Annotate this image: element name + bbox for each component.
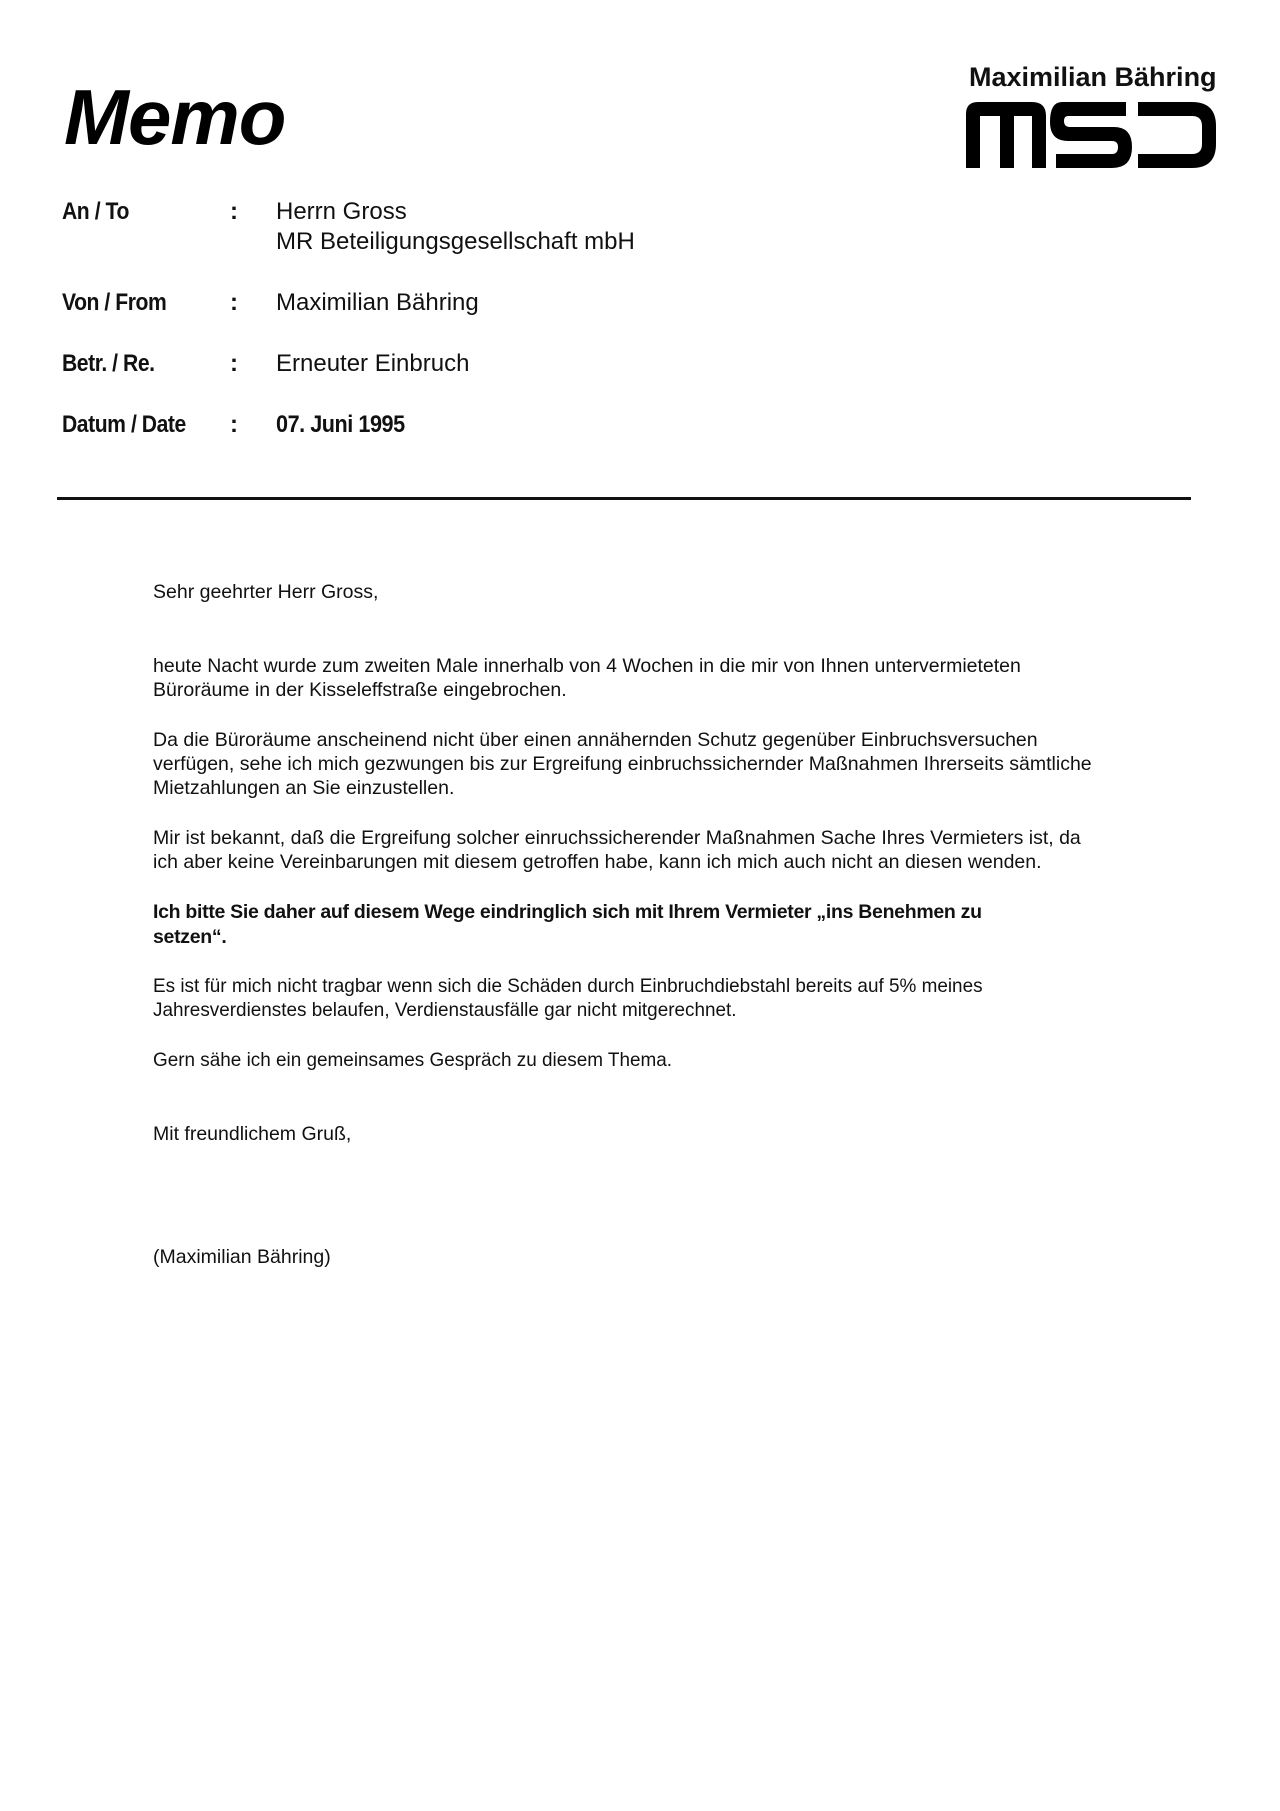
msd-logo-icon bbox=[966, 100, 1216, 168]
paragraph-4-line-2: setzen“. bbox=[153, 926, 227, 948]
to-recipient-company: MR Beteiligungsgesellschaft mbH bbox=[276, 228, 635, 255]
date-value: 07. Juni 1995 bbox=[276, 411, 405, 438]
paragraph-2-line-3: Mietzahlungen an Sie einzustellen. bbox=[153, 777, 455, 799]
subject-colon: : bbox=[230, 350, 238, 377]
paragraph-3-line-2: ich aber keine Vereinbarungen mit diesem getroffen habe, kann ich mich auch nicht an diesen wenden. bbox=[153, 851, 1042, 873]
header-divider bbox=[57, 497, 1191, 500]
to-colon: : bbox=[230, 198, 238, 225]
from-label: Von / From bbox=[62, 289, 167, 316]
paragraph-4-line-1: Ich bitte Sie daher auf diesem Wege eindringlich sich mit Ihrem Vermieter „ins Benehmen zu bbox=[153, 901, 982, 923]
from-colon: : bbox=[230, 289, 238, 316]
signature: (Maximilian Bähring) bbox=[153, 1246, 331, 1268]
date-colon: : bbox=[230, 411, 238, 438]
subject-label: Betr. / Re. bbox=[62, 350, 155, 377]
paragraph-3-line-1: Mir ist bekannt, daß die Ergreifung solcher einruchssicherender Maßnahmen Sache Ihres Vermieters ist, da bbox=[153, 827, 1081, 849]
salutation: Sehr geehrter Herr Gross, bbox=[153, 581, 379, 603]
closing: Mit freundlichem Gruß, bbox=[153, 1123, 352, 1145]
paragraph-1-line-1: heute Nacht wurde zum zweiten Male innerhalb von 4 Wochen in die mir von Ihnen untervermieteten bbox=[153, 655, 1021, 677]
paragraph-6-line-1: Gern sähe ich ein gemeinsames Gespräch zu diesem Thema. bbox=[153, 1049, 673, 1071]
memo-title: Memo bbox=[64, 73, 286, 161]
date-label: Datum / Date bbox=[62, 411, 186, 438]
subject-value: Erneuter Einbruch bbox=[276, 350, 470, 377]
paragraph-5-line-2: Jahresverdienstes belaufen, Verdienstausfälle gar nicht mitgerechnet. bbox=[153, 999, 737, 1021]
paragraph-2-line-2: verfügen, sehe ich mich gezwungen bis zur Ergreifung einbruchssichernder Maßnahmen Ihrerseits sämtliche bbox=[153, 753, 1092, 775]
paragraph-2-line-1: Da die Büroräume anscheinend nicht über einen annähernden Schutz gegenüber Einbruchsversuchen bbox=[153, 729, 1038, 751]
from-value: Maximilian Bähring bbox=[276, 289, 479, 316]
to-recipient-name: Herrn Gross bbox=[276, 198, 407, 225]
paragraph-5-line-1: Es ist für mich nicht tragbar wenn sich die Schäden durch Einbruchdiebstahl bereits auf 5% meines bbox=[153, 975, 983, 997]
paragraph-1-line-2: Büroräume in der Kisseleffstraße eingebrochen. bbox=[153, 679, 567, 701]
to-label: An / To bbox=[62, 198, 129, 225]
brand-name: Maximilian Bähring bbox=[969, 62, 1217, 92]
